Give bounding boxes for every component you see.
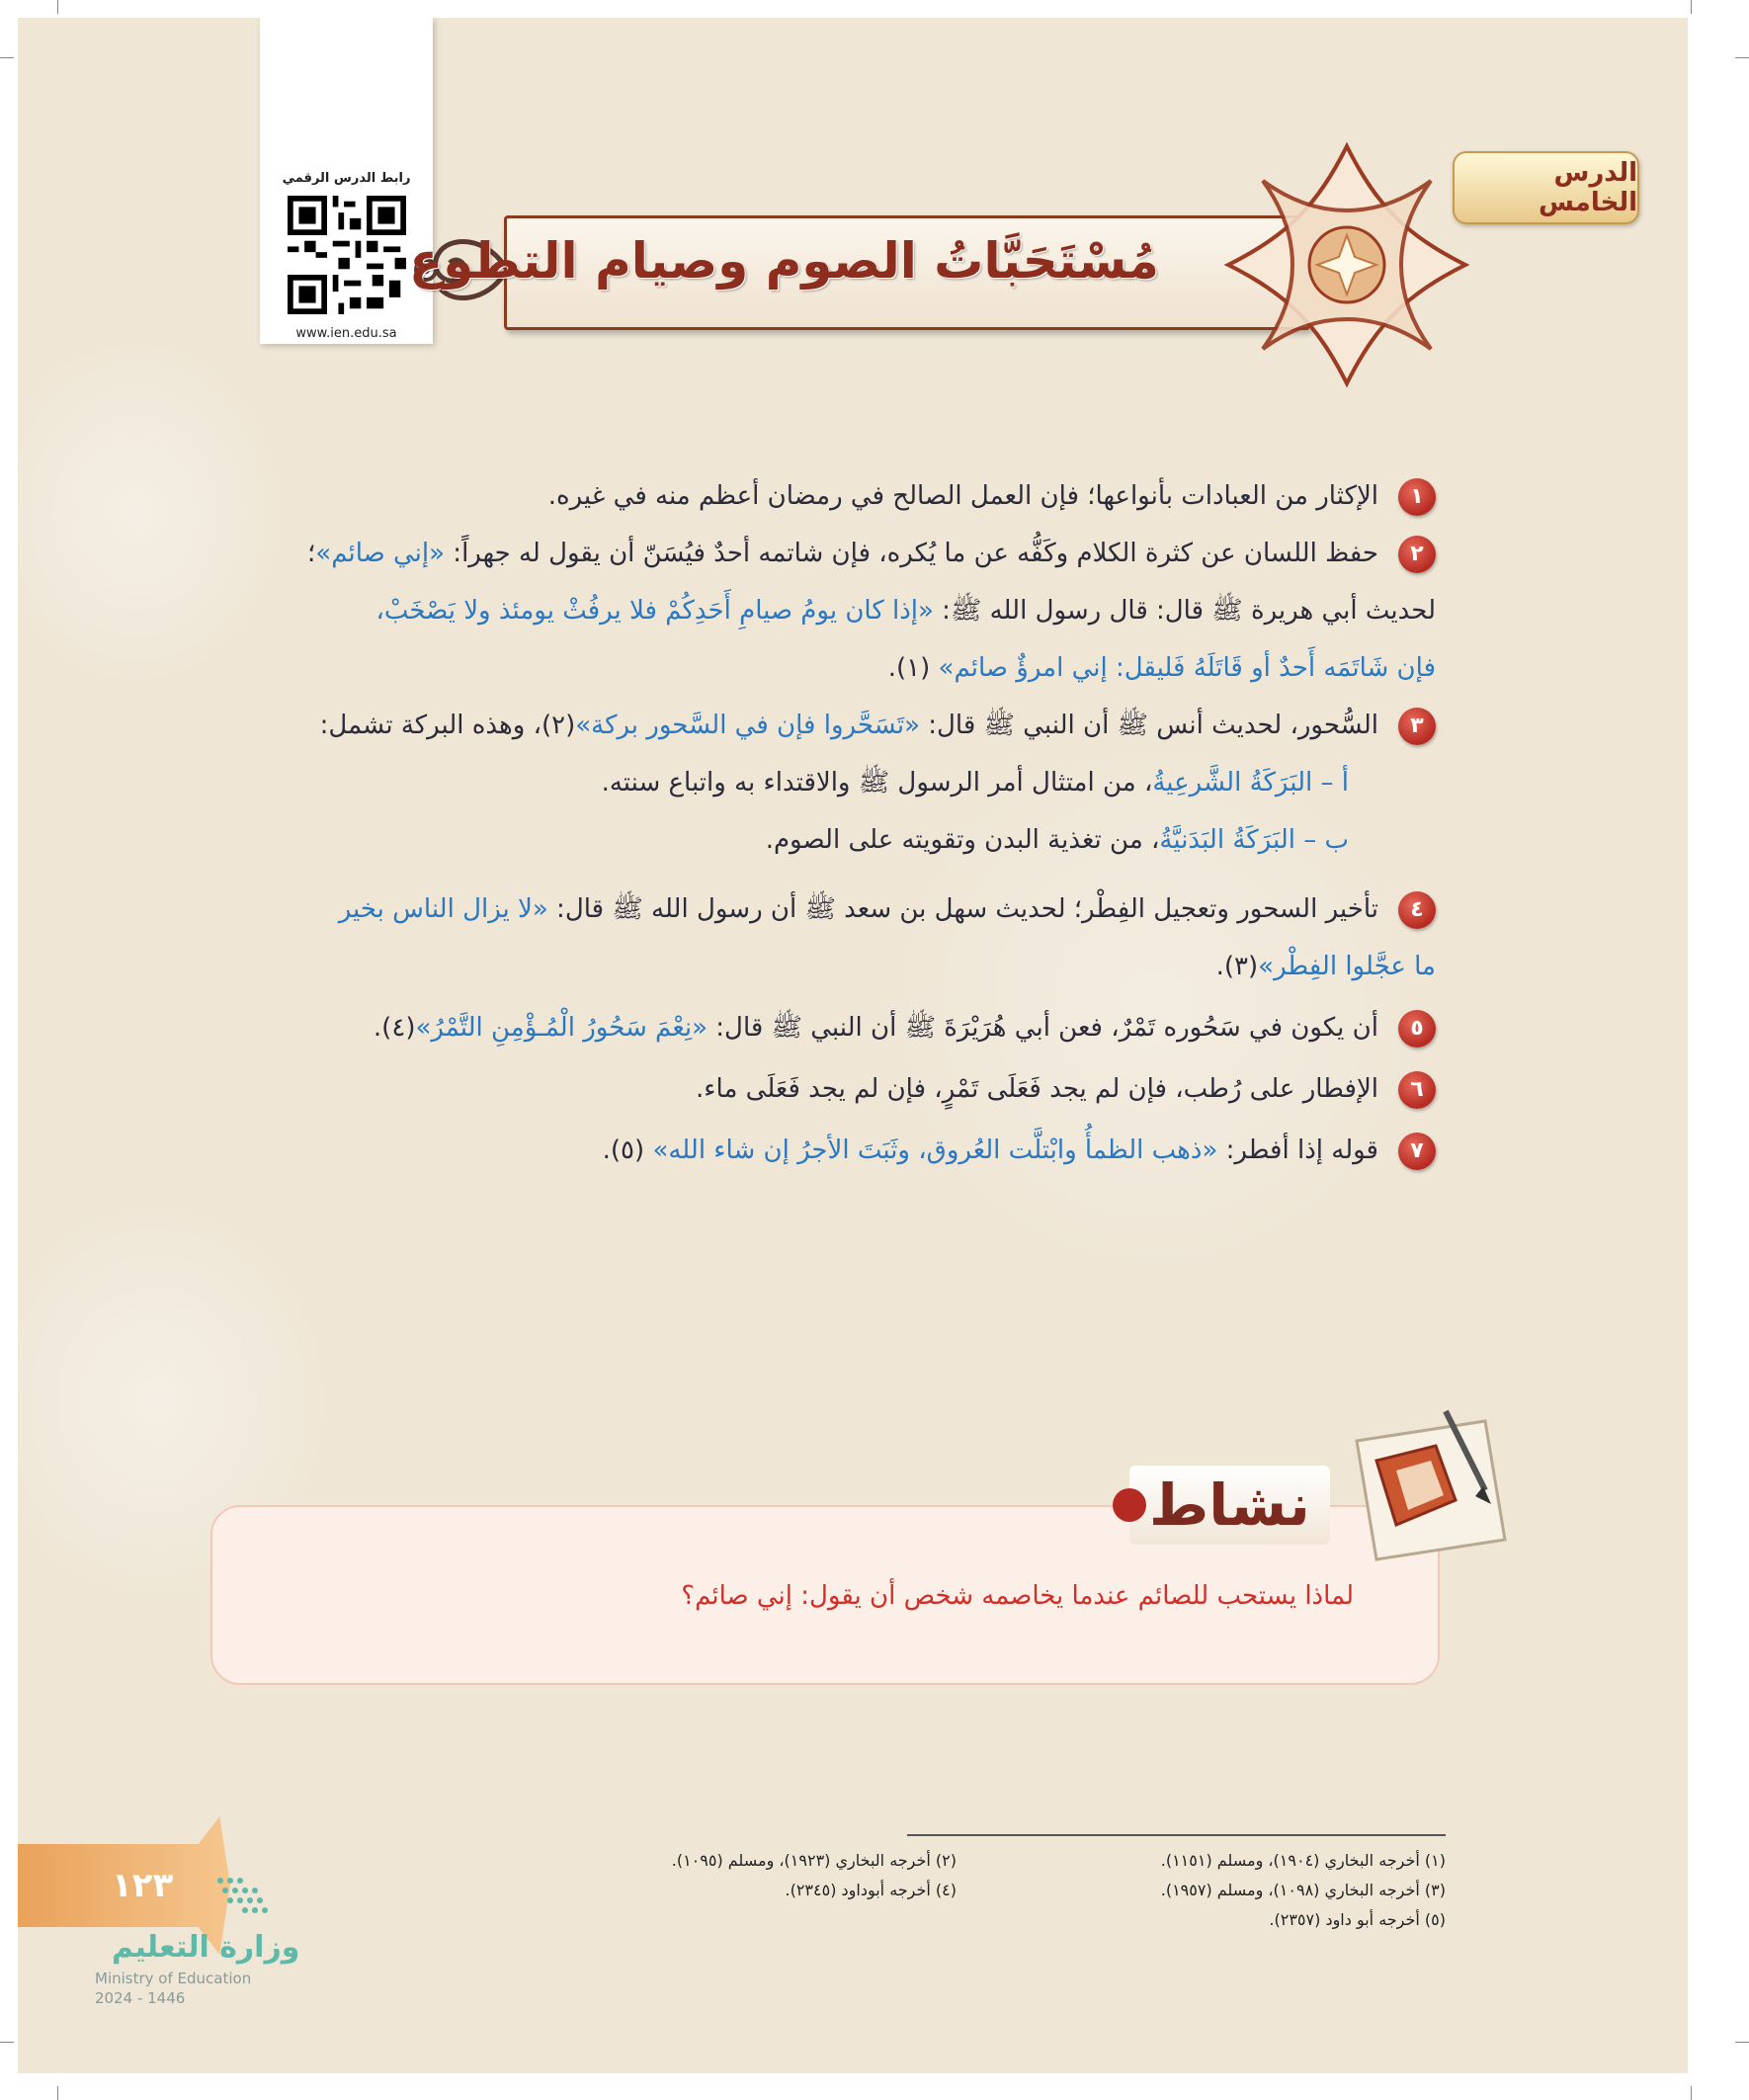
title-bar	[409, 215, 1310, 330]
body-text: ؛	[307, 539, 316, 568]
quote-text: ب – البَرَكَةُ البَدَنيَّةُ	[1159, 825, 1349, 855]
footnote: (١) أخرجه البخاري (١٩٠٤)، ومسلم (١١٥١).	[1160, 1851, 1446, 1870]
item-line	[201, 754, 1378, 811]
quote-text: «إذا كان يومُ صيامِ أَحَدِكُمْ فلا يرفُثْ يومئذ ولا يَصْخَبْ،	[375, 596, 934, 626]
item-number-badge: ٥	[1398, 1010, 1436, 1048]
quote-text: «إني صائم»	[315, 539, 446, 568]
body-text: (٢)، وهذه البركة تشمل:	[319, 711, 576, 740]
item-line	[201, 582, 1436, 639]
page-number: ١٢٣	[112, 1866, 174, 1905]
quote-text: «ذهب الظمأُ وابْتلَّت العُروق، وثَبَتَ الأجرُ إن شاء الله»	[652, 1135, 1218, 1165]
notepad-pen-icon	[1337, 1401, 1515, 1569]
activity-title: نشاط	[1129, 1466, 1330, 1545]
list-item	[201, 1122, 1436, 1179]
quote-text: فإن شَاتَمَه أَحدٌ أو قَاتَلَهُ فَليقل: إني امرؤٌ صائم»	[938, 653, 1436, 683]
star-ornament-icon	[1223, 141, 1470, 388]
content-list	[201, 467, 1436, 1179]
item-line	[201, 697, 1378, 754]
page	[18, 18, 1688, 2073]
item-line	[201, 938, 1436, 995]
list-item	[201, 1060, 1436, 1118]
footnote-rule	[907, 1834, 1446, 1836]
body-text: (٤).	[373, 1013, 416, 1043]
body-text: قوله إذا أفطر:	[1217, 1135, 1378, 1165]
body-text: لحديث أبي هريرة ﷺ قال: قال رسول الله ﷺ:	[933, 596, 1436, 626]
qr-code-icon[interactable]	[288, 196, 406, 314]
body-text: ، من امتثال أمر الرسول ﷺ والاقتداء به واتباع سنته.	[601, 768, 1153, 798]
body-text: (١).	[887, 653, 939, 683]
body-text: الإكثار من العبادات بأنواعها؛ فإن العمل الصالح في رمضان أعظم منه في غيره.	[547, 481, 1378, 511]
ministry-year: 2024 - 1446	[95, 1989, 186, 2007]
item-number-badge: ٧	[1398, 1133, 1436, 1170]
item-line	[201, 881, 1378, 938]
body-text: أن يكون في سَحُوره تَمْرٌ، فعن أبي هُرَيْرَةَ ﷺ أن النبي ﷺ قال:	[708, 1013, 1378, 1043]
footnote: (٢) أخرجه البخاري (١٩٢٣)، ومسلم (١٠٩٥).	[671, 1851, 957, 1870]
item-line	[201, 467, 1378, 525]
footnote: (٣) أخرجه البخاري (١٠٩٨)، ومسلم (١٩٥٧).	[1160, 1881, 1446, 1899]
list-item	[201, 697, 1436, 869]
item-line	[201, 639, 1436, 697]
quote-text: أ – البَرَكَةُ الشَّرعِيةُ	[1152, 768, 1349, 798]
list-item	[201, 999, 1436, 1056]
quote-text: «تَسَحَّروا فإن في السَّحور بركة»	[575, 711, 920, 740]
item-number-badge: ٤	[1398, 891, 1436, 929]
list-item	[201, 525, 1436, 697]
qr-url[interactable]: www.ien.edu.sa	[295, 326, 397, 341]
item-number-badge: ٦	[1398, 1071, 1436, 1109]
quote-text: ما عجَّلوا الفِطْر»	[1258, 952, 1436, 981]
item-line	[201, 1122, 1378, 1179]
body-text: (٣).	[1215, 952, 1259, 981]
item-line	[201, 811, 1378, 869]
qr-card[interactable]	[260, 18, 433, 344]
item-line	[201, 525, 1378, 582]
list-item	[201, 881, 1436, 995]
body-text: الإفطار على رُطب، فإن لم يجد فَعَلَى تَمْرٍ، فإن لم يجد فَعَلَى ماء.	[696, 1074, 1378, 1104]
body-text: (٥).	[602, 1135, 653, 1165]
item-number-badge: ٢	[1398, 536, 1436, 573]
quote-text: «لا يزال الناس بخير	[338, 894, 548, 924]
list-item	[201, 467, 1436, 525]
item-line	[201, 999, 1378, 1056]
item-number-badge: ١	[1398, 478, 1436, 516]
activity-question: لماذا يستحب للصائم عندما يخاصمه شخص أن يقول: إني صائم؟	[681, 1581, 1354, 1611]
item-line	[201, 1060, 1378, 1118]
body-text: تأخير السحور وتعجيل الفِطْر؛ لحديث سهل بن سعد ﷺ أن رسول الله ﷺ قال:	[547, 894, 1378, 924]
body-text: حفظ اللسان عن كثرة الكلام وكَفُّه عن ما يُكره، فإن شاتمه أحدٌ فيُسَنّ أن يقول له جهراً:	[445, 539, 1378, 568]
body-text: السُّحور، لحديث أنس ﷺ أن النبي ﷺ قال:	[920, 711, 1378, 740]
quote-text: «نِعْمَ سَحُورُ الْمُـؤْمِنِ التَّمْرُ»	[415, 1013, 708, 1043]
item-number-badge: ٣	[1398, 708, 1436, 745]
activity-bullet-icon	[1113, 1488, 1146, 1522]
body-text: ، من تغذية البدن وتقويته على الصوم.	[765, 825, 1160, 855]
footnote: (٤) أخرجه أبوداود (٢٣٤٥).	[785, 1881, 957, 1899]
ministry-dots-icon	[215, 1876, 275, 1925]
qr-label: رابط الدرس الرقمي	[282, 171, 411, 186]
footnote: (٥) أخرجه أبو داود (٢٣٥٧).	[1269, 1910, 1446, 1929]
ministry-english: Ministry of Education	[95, 1970, 252, 1987]
lesson-badge: الدرس الخامس	[1453, 151, 1639, 224]
ministry-logo-text: وزارة التعليم	[112, 1930, 300, 1965]
page-title: مُسْتَحَبَّاتُ الصوم وصيام التطوع	[409, 232, 1159, 290]
